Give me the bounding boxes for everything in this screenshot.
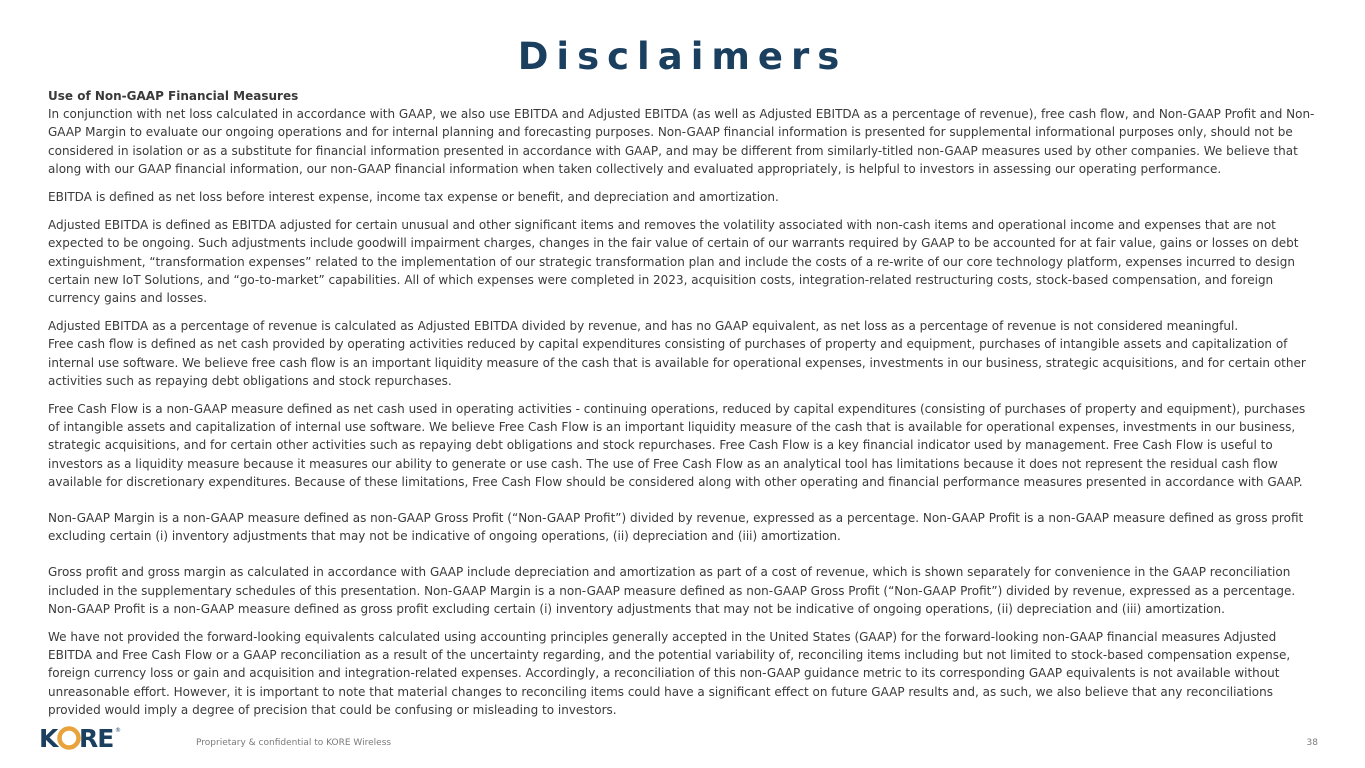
kore-logo (39, 724, 121, 750)
page-title: Disclaimers (517, 35, 848, 78)
svg-text:RE: RE (79, 724, 114, 750)
paragraph-text: In conjunction with net loss calculated in accordance with GAAP, we also use EBITDA and Adjusted EBITDA (as well as Adjusted EBITDA as a percentage of revenue), free cash flow, and Non-GAAP Profit and Non-GAAP Margin to evaluate our ongoing operations and for internal planning and forecasting purposes. Non-GAAP financial information is presented for supplemental informational purposes only, should not be considered in isolation or as a substitute for financial information presented in accordance with GAAP, and may be different from similarly-titled non-GAAP measures used by other companies. We believe that along with our GAAP financial information, our non-GAAP financial information when taken collectively and evaluated appropriately, is helpful to investors in assessing our operating performance. (48, 107, 1315, 176)
section-subheading: Use of Non-GAAP Financial Measures (48, 89, 299, 103)
paragraph-free-cash-flow: Free Cash Flow is a non-GAAP measure defined as net cash used in operating activities - continuing operations, reduced by capital expenditures (consisting of purchases of property and equipment), purchases of intangible assets and capitalization of internal use software. We believe Free Cash Flow is an important liquidity measure of the cash that is available for operational expenses, investments in our business, strategic acquisitions, and for certain other activities such as repaying debt obligations and stock repurchases. Free Cash Flow is a key financial indicator used by management. Free Cash Flow is useful to investors as a liquidity measure because it measures our ability to generate or use cash. The use of Free Cash Flow as an analytical tool has limitations because it does not represent the residual cash flow available for discretionary expenditures. Because of these limitations, Free Cash Flow should be considered along with other operating and financial performance measures presented in accordance with GAAP. (48, 402, 1306, 489)
paragraph-adjusted-ebitda: Adjusted EBITDA is defined as EBITDA adjusted for certain unusual and other significant items and removes the volatility associated with non-cash items and operational income and expenses that are not expected to be ongoing. Such adjustments include goodwill impairment charges, changes in the fair value of certain of our warrants required by GAAP to be accounted for at fair value, gains or losses on debt extinguishment, “transformation expenses” related to the implementation of our strategic transformation plan and include the costs of a re-write of our core technology platform, expenses incurred to design certain new IoT Solutions, and “go-to-market” capabilities. All of which expenses were completed in 2023, acquisition costs, integration-related restructuring costs, stock-based compensation, and foreign currency gains and losses. (48, 218, 1299, 306)
paragraph-text: Adjusted EBITDA as a percentage of revenue is calculated as Adjusted EBITDA divided by revenue, and has no GAAP equivalent, as net loss as a percentage of revenue is not considered meaningful. (48, 319, 1239, 334)
paragraph-adjusted-ebitda-percentage (48, 317, 1320, 390)
svg-text:®: ® (115, 727, 121, 734)
svg-text:K: K (39, 724, 58, 750)
paragraph-intro (48, 87, 1320, 178)
paragraph-gross-profit: Gross profit and gross margin as calculated in accordance with GAAP include depreciation and amortization as part of a cost of revenue, which is shown separately for convenience in the GAAP reconciliation included in the supplementary schedules of this presentation. Non-GAAP Margin is a non-GAAP measure defined as non-GAAP Gross Profit (“Non-GAAP Profit”) divided by revenue, expressed as a percentage. Non-GAAP Profit is a non-GAAP measure defined as gross profit excluding certain (i) inventory adjustments that may not be indicative of ongoing operations, (ii) depreciation and (iii) amortization. (48, 565, 1296, 616)
page-number: 38 (1306, 738, 1318, 748)
paragraph-text: Free cash flow is defined as net cash provided by operating activities reduced by capital expenditures consisting of purchases of property and equipment, purchases of intangible assets and capitalization of internal use software. We believe free cash flow is an important liquidity measure of the cash that is available for operational expenses, investments in our business, strategic acquisitions, and for certain other activities such as repaying debt obligations and stock repurchases. (48, 337, 1306, 388)
paragraph-ebitda: EBITDA is defined as net loss before interest expense, income tax expense or benefit, and depreciation and amortization. (48, 190, 779, 205)
confidential-notice: Proprietary & confidential to KORE Wireless (196, 738, 392, 748)
disclaimer-body (48, 87, 1320, 729)
paragraph-non-gaap-margin: Non-GAAP Margin is a non-GAAP measure defined as non-GAAP Gross Profit (“Non-GAAP Profit”) divided by revenue, expressed as a percentage. Non-GAAP Profit is a non-GAAP measure defined as gross profit excluding certain (i) inventory adjustments that may not be indicative of ongoing operations, (ii) depreciation and (iii) amortization. (48, 511, 1304, 544)
paragraph-forward-looking: We have not provided the forward-looking equivalents calculated using accounting principles generally accepted in the United States (GAAP) for the forward-looking non-GAAP financial measures Adjusted EBITDA and Free Cash Flow or a GAAP reconciliation as a result of the uncertainty regarding, and the potential variability of, reconciling items including but not limited to stock-based compensation expense, foreign currency loss or gain and acquisition and integration-related expenses. Accordingly, a reconciliation of this non-GAAP guidance metric to its corresponding GAAP equivalents is not available without unreasonable effort. However, it is important to note that material changes to reconciling items could have a significant effect on future GAAP results and, as such, we also believe that any reconciliations provided would imply a degree of precision that could be confusing or misleading to investors. (48, 630, 1291, 717)
